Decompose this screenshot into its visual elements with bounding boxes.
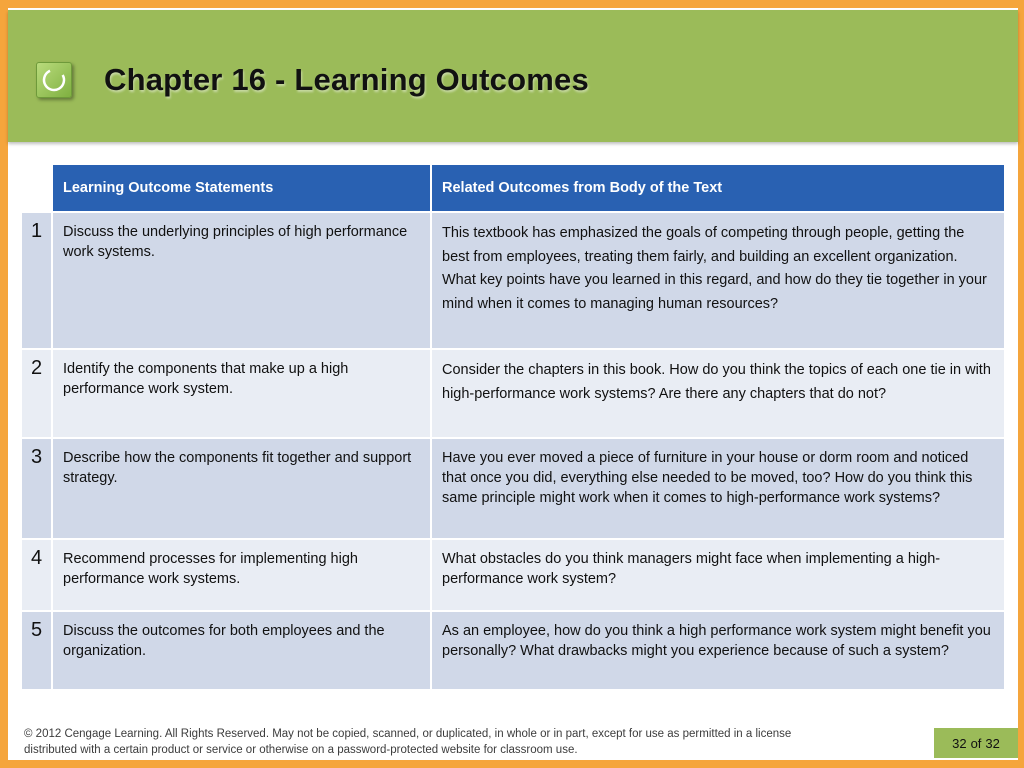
outcome-statement: Discuss the outcomes for both employees and the organization. [52,611,431,690]
page-of: of [970,735,982,751]
learning-outcomes-table [20,163,1006,691]
row-number: 4 [21,539,52,611]
table-row [21,539,1005,611]
row-number: 2 [21,349,52,438]
logo-icon [36,62,72,98]
table-row [21,611,1005,690]
table-row [21,212,1005,349]
row-number: 3 [21,438,52,539]
table-row [21,349,1005,438]
page-total: 32 [985,735,1000,751]
outcome-statement: Discuss the underlying principles of high performance work systems. [52,212,431,349]
page-current: 32 [952,735,967,751]
row-number: 5 [21,611,52,690]
slide-title: Chapter 16 - Learning Outcomes [104,62,589,97]
column-header-statements: Learning Outcome Statements [52,164,431,212]
header-blank-cell [21,164,52,212]
outcome-statement: Identify the components that make up a high performance work system. [52,349,431,438]
row-number: 1 [21,212,52,349]
related-outcome: Have you ever moved a piece of furniture in your house or dorm room and noticed that once you did, everything else needed to be moved, too? How do you think this same principle might work when it comes to high-performance work systems? [431,438,1005,539]
related-outcome: Consider the chapters in this book. How do you think the topics of each one tie in with high-performance work systems? Are there any chapters that do not? [431,349,1005,438]
copyright-notice: © 2012 Cengage Learning. All Rights Reserved. May not be copied, scanned, or duplicated, in whole or in part, except for use as permitted in a license distributed with a certain product or service or otherwise on a password-protected website for classroom use. [24,728,792,756]
outcome-statement: Recommend processes for implementing high performance work systems. [52,539,431,611]
related-outcome: What obstacles do you think managers might face when implementing a high-performance work system? [431,539,1005,611]
page-number-badge [934,728,1018,758]
outcome-statement: Describe how the components fit together and support strategy. [52,438,431,539]
table-row [21,438,1005,539]
column-header-related: Related Outcomes from Body of the Text [431,164,1005,212]
table-header-row [21,164,1005,212]
related-outcome: As an employee, how do you think a high performance work system might benefit you personally? What drawbacks might you experience because of such a system? [431,611,1005,690]
related-outcome: This textbook has emphasized the goals of competing through people, getting the best from employees, treating them fairly, and building an excellent organization. What key points have you learned in this regard, and how do they tie together in your mind when it comes to managing human resources? [431,212,1005,349]
